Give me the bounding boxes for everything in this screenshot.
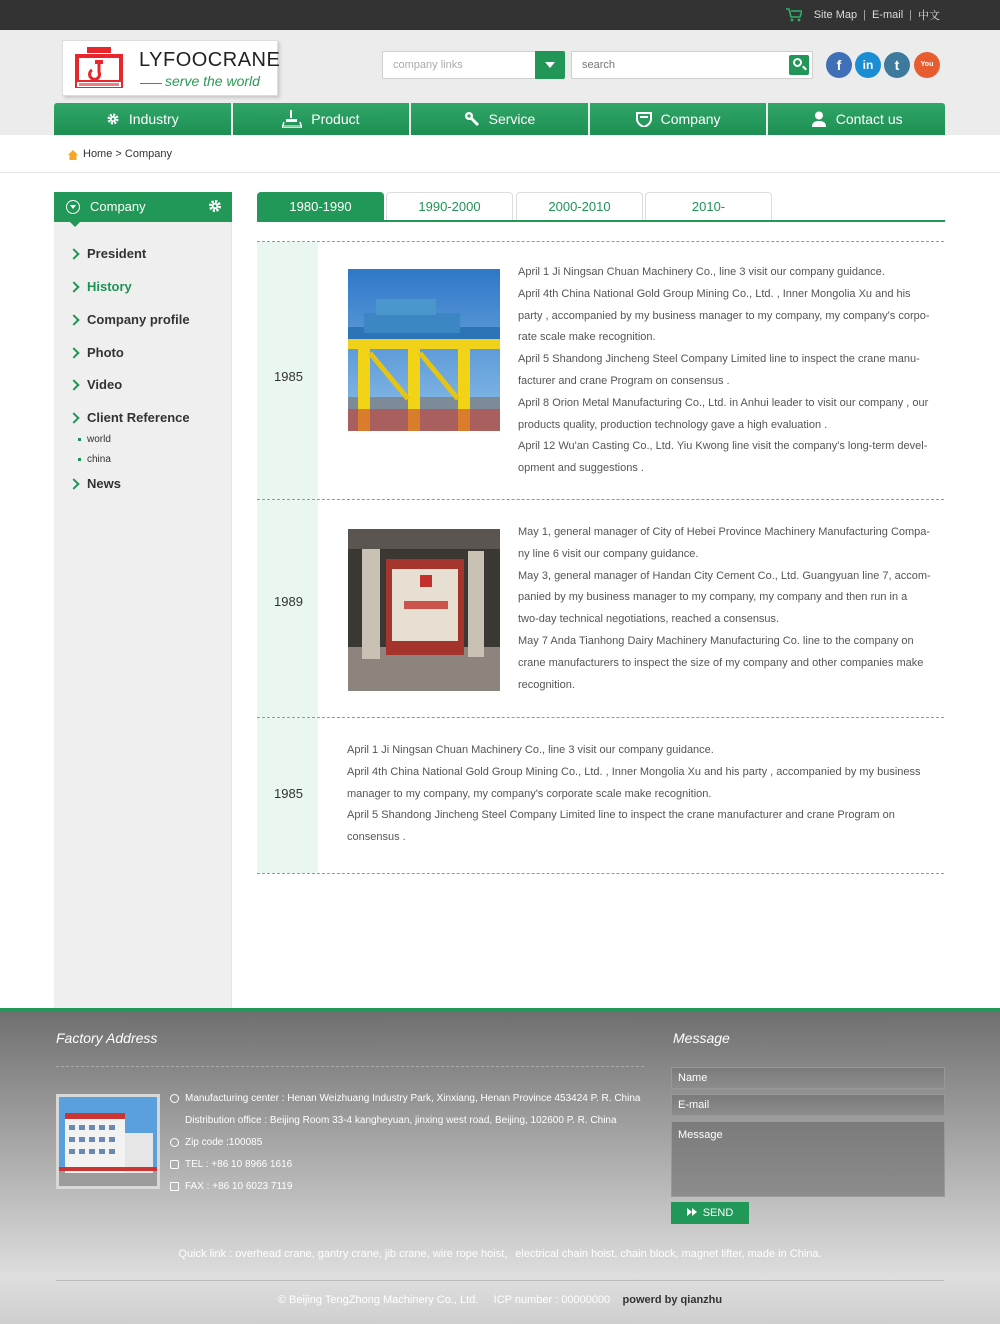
sidebar-subitem-world[interactable] <box>78 434 111 445</box>
chevron-right-icon <box>68 412 79 423</box>
breadcrumb[interactable]: Home > Company <box>83 148 172 160</box>
timeline-text <box>347 740 937 849</box>
factory-address-title: Factory Address <box>56 1030 158 1046</box>
quick-links[interactable]: Quick link : overhead crane, gantry crane, jib crane, wire rope hoist，electrical chain hoist, chain block, magnet lifter, made in China. <box>178 1248 822 1260</box>
sidebar-item-label: Video <box>87 377 123 392</box>
timeline-row <box>257 499 944 717</box>
sidebar-item-client-reference[interactable] <box>70 410 190 425</box>
shield-icon <box>636 112 652 127</box>
timeline-line: May 1, general manager of City of Hebei Province Machinery Manufacturing Compa- <box>518 526 931 538</box>
name-field[interactable]: Name <box>671 1067 945 1089</box>
timeline-line: April 8 Orion Metal Manufacturing Co., Ltd. in Anhui leader to visit our company , our <box>518 396 929 409</box>
sidebar-title: Company <box>90 199 146 214</box>
linkedin-icon[interactable]: in <box>855 52 881 78</box>
timeline-line: products quality, production technology gave a high evaluation . <box>518 418 828 431</box>
home-icon <box>68 149 78 159</box>
logo-name: LYFOOCRANE <box>139 49 281 71</box>
top-links <box>786 0 940 30</box>
tab-2010[interactable]: 2010- <box>645 192 772 220</box>
timeline-line: crane manufacturers to inspect the size of my company and other companies make <box>518 656 924 669</box>
sidebar-item-photo[interactable] <box>70 345 124 360</box>
site-map-link[interactable]: Site Map <box>813 9 858 21</box>
sidebar-item-label: Company profile <box>87 312 190 327</box>
message-field[interactable]: Message <box>671 1121 945 1197</box>
send-label: SEND <box>702 1207 734 1219</box>
separator: | <box>909 9 912 21</box>
footer-line: Manufacturing center : Henan Weizhuang Industry Park, Xinxiang, Henan Province 453424 P. R. China <box>185 1093 641 1104</box>
timeline-line: opment and suggestions . <box>518 462 644 475</box>
chevron-right-icon <box>68 347 79 358</box>
timeline-line: April 4th China National Gold Group Mining Co., Ltd. , Inner Mongolia Xu and his party , accompanied by my business <box>347 765 921 778</box>
company-links-select[interactable] <box>382 51 565 79</box>
nav-label: Product <box>311 111 360 127</box>
timeline-line: April 5 Shandong Jincheng Steel Company Limited line to inspect the crane manu- <box>518 353 920 366</box>
bullet-icon <box>78 438 81 441</box>
lobby-photo <box>348 529 500 691</box>
message-title: Message <box>673 1030 730 1046</box>
sidebar-item-news[interactable] <box>70 476 121 491</box>
fax-icon <box>170 1182 179 1191</box>
chevron-down-icon <box>66 200 80 214</box>
search-input[interactable] <box>572 52 784 78</box>
logo-mark-icon <box>73 46 125 90</box>
timeline-line: April 4th China National Gold Group Mining Co., Ltd. , Inner Mongolia Xu and his <box>518 287 911 300</box>
youtube-icon[interactable]: You <box>914 52 940 78</box>
main-nav <box>54 103 945 135</box>
chevron-right-icon <box>68 248 79 259</box>
send-icon <box>687 1207 697 1219</box>
facebook-icon[interactable]: f <box>826 52 852 78</box>
tumblr-icon[interactable]: t <box>884 52 910 78</box>
tab-2000-2010[interactable]: 2000-2010 <box>516 192 643 220</box>
chevron-right-icon <box>68 478 79 489</box>
sidebar-item-label: News <box>87 476 121 491</box>
timeline-line: May 3, general manager of Handan City Cement Co., Ltd. Guangyuan line 7, accom- <box>518 569 931 582</box>
timeline-row <box>257 241 944 499</box>
icp-number: ICP number : 00000000 <box>493 1294 611 1306</box>
sidebar-item-label: Photo <box>87 345 124 360</box>
nav-industry[interactable] <box>54 103 231 135</box>
factory-photo <box>56 1094 160 1189</box>
copyright: © Beijing TengZhong Machinery Co., Ltd. <box>277 1294 479 1306</box>
chevron-right-icon <box>68 281 79 292</box>
location-icon <box>170 1094 179 1103</box>
chevron-right-icon <box>68 379 79 390</box>
timeline-year: 1989 <box>274 594 303 609</box>
footer-line: Zip code :100085 <box>185 1137 263 1148</box>
sidebar-item-history[interactable] <box>70 279 132 294</box>
gear-icon <box>106 112 120 126</box>
sidebar-subitem-label: world <box>87 434 111 445</box>
timeline-line: May 7 Anda Tianhong Dairy Machinery Manufacturing Co. line to the company on <box>518 634 914 647</box>
tab-1990-2000[interactable]: 1990-2000 <box>386 192 513 220</box>
sidebar-header <box>54 192 232 222</box>
divider <box>56 1280 944 1281</box>
sidebar-item-label: History <box>87 279 132 294</box>
timeline-line: April 12 Wu'an Casting Co., Ltd. Yiu Kwong line visit the company's long-term devel- <box>518 440 928 453</box>
phone-icon <box>170 1160 179 1169</box>
nav-company[interactable] <box>590 103 767 135</box>
telephone <box>170 1159 292 1170</box>
timeline-text <box>518 262 938 480</box>
timeline-line: consensus . <box>347 831 406 844</box>
user-icon <box>811 111 827 127</box>
email-field[interactable]: E-mail <box>671 1094 945 1116</box>
sidebar-item-president[interactable] <box>70 246 146 261</box>
timeline-line: recognition. <box>518 678 575 691</box>
decade-tabs <box>257 192 945 222</box>
powered-by[interactable]: powerd by qianzhu <box>622 1294 723 1306</box>
search-box <box>571 51 813 79</box>
separator: | <box>863 9 866 21</box>
sidebar-item-label: Client Reference <box>87 410 190 425</box>
footer-line: TEL : +86 10 8966 1616 <box>185 1159 293 1170</box>
chevron-right-icon <box>68 314 79 325</box>
timeline-line: panied by my business manager to my company, my company and then run in a <box>518 591 908 604</box>
sidebar-item-company-profile[interactable] <box>70 312 190 327</box>
sidebar-pointer <box>70 222 80 227</box>
manufacturing-center <box>170 1093 640 1104</box>
cart-icon <box>786 8 802 22</box>
timeline-line: rate scale make recognition. <box>518 331 656 344</box>
timeline-year: 1985 <box>274 369 303 384</box>
footer-line: FAX : +86 10 6023 7119 <box>185 1181 293 1192</box>
distribution-office <box>170 1115 617 1126</box>
sidebar-item-label: President <box>87 246 147 261</box>
zip-code <box>170 1137 262 1148</box>
nav-product[interactable] <box>233 103 410 135</box>
timeline-text <box>518 522 938 696</box>
nav-label: Company <box>660 111 721 127</box>
timeline-year: 1985 <box>274 786 303 801</box>
logo[interactable] <box>62 40 281 96</box>
gear-icon <box>208 199 222 213</box>
footer-line: Distribution office : Beijing Room 33-4 kangheyuan, jinxing west road, Beijing, 102600 P. R. China <box>185 1115 617 1126</box>
crane-icon <box>282 110 302 128</box>
chevron-down-icon[interactable] <box>535 51 565 79</box>
copyright-bar <box>0 1294 1000 1306</box>
mail-icon <box>170 1138 179 1147</box>
divider <box>56 1066 644 1067</box>
chinese-link[interactable]: 中文 <box>918 10 940 22</box>
wrench-icon <box>464 111 480 127</box>
nav-label: Industry <box>128 111 179 127</box>
timeline-line: April 1 Ji Ningsan Chuan Machinery Co., line 3 visit our company guidance. <box>518 266 885 278</box>
divider <box>257 873 944 874</box>
sidebar-subitem-label: china <box>87 454 111 465</box>
send-button[interactable] <box>671 1202 749 1224</box>
email-link[interactable]: E-mail <box>871 9 904 21</box>
nav-service[interactable] <box>411 103 588 135</box>
timeline-line: facturer and crane Program on consensus . <box>518 374 730 387</box>
nav-label: Contact us <box>835 111 903 127</box>
nav-label: Service <box>488 111 536 127</box>
sidebar-subitem-china[interactable] <box>78 454 111 465</box>
timeline-line: April 5 Shandong Jincheng Steel Company Limited line to inspect the crane manufacturer and crane Program on <box>347 809 895 822</box>
timeline-line: April 1 Ji Ningsan Chuan Machinery Co., line 3 visit our company guidance. <box>347 744 714 756</box>
timeline-line: party , accompanied by my business manager to my company, my company's corpo- <box>518 309 930 322</box>
company-links-placeholder: company links <box>393 59 463 71</box>
timeline-line: ny line 6 visit our company guidance. <box>518 547 699 560</box>
timeline-row <box>257 717 944 873</box>
bullet-icon <box>78 458 81 461</box>
nav-contact-us[interactable] <box>768 103 945 135</box>
search-icon[interactable] <box>789 55 809 75</box>
logo-slogan: serve the world <box>165 73 260 89</box>
timeline-line: manager to my company, my company's corporate scale make recognition. <box>347 787 712 800</box>
tab-1980-1990[interactable]: 1980-1990 <box>257 192 384 220</box>
logo-divider <box>140 83 162 84</box>
timeline-line: two-day technical negotiations, reached a consensus. <box>518 613 780 626</box>
crane-photo <box>348 269 500 431</box>
sidebar-item-video[interactable] <box>70 377 122 392</box>
fax <box>170 1181 292 1192</box>
